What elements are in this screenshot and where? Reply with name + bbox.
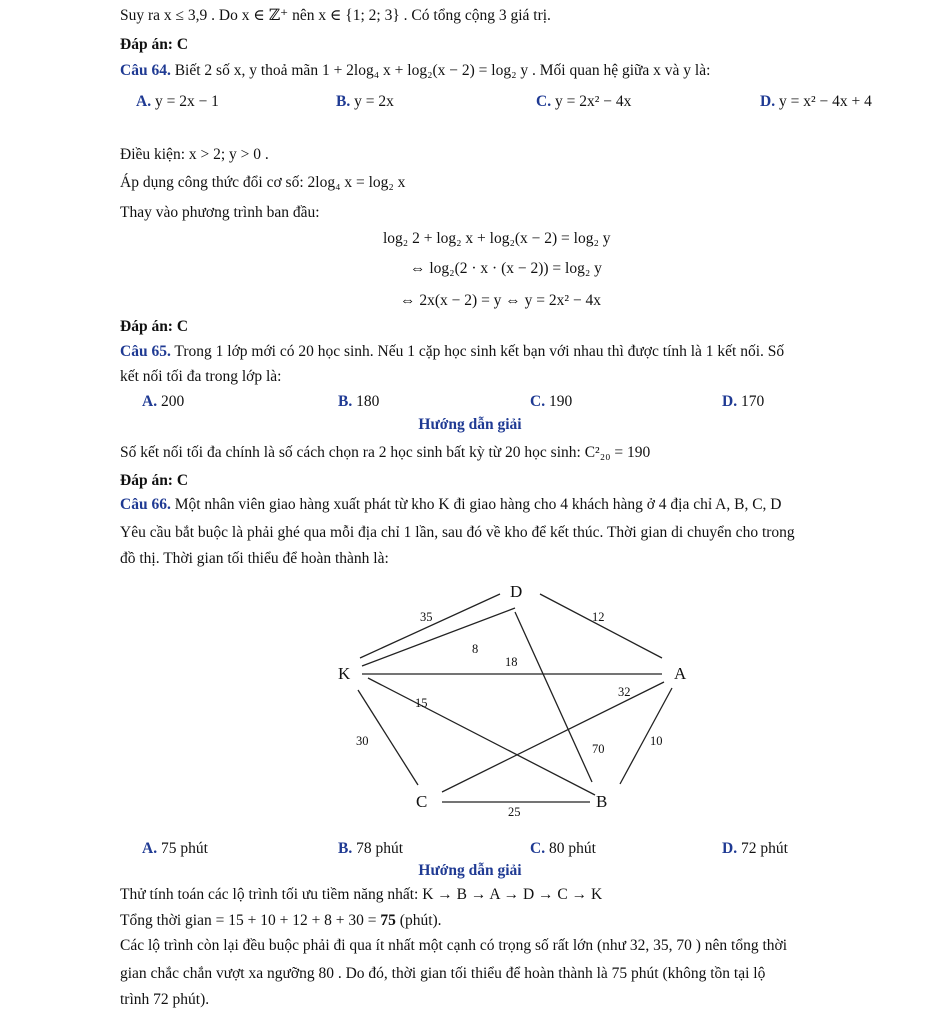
question-64 <box>120 62 710 81</box>
question-65-number: Câu 65. <box>120 343 171 360</box>
answer-label-1: Đáp án: C <box>120 36 189 53</box>
q66-option-c-text: 80 phút <box>545 840 596 857</box>
q66-option-d-text: 72 phút <box>737 840 788 857</box>
q65-option-a-text: 200 <box>157 393 185 410</box>
q64-option-d-text: y = x² − 4x + 4 <box>775 93 872 110</box>
weight-c-b: 25 <box>508 805 521 819</box>
text-line-1: Suy ra x ≤ 3,9 . Do x ∈ ℤ⁺ nên x ∈ {1; 2; 3} . Có tổng cộng 3 giá trị. <box>120 7 551 24</box>
question-64-number: Câu 64. <box>120 62 171 79</box>
q66-option-d-key: D. <box>722 840 738 857</box>
answer-label-3: Đáp án: C <box>120 472 189 489</box>
q65-option-a-key: A. <box>142 393 158 410</box>
question-66-text-3: đồ thị. Thời gian tối thiểu để hoàn thành là: <box>120 550 389 567</box>
guide-heading-1: Hướng dẫn giải <box>418 416 522 433</box>
q65-option-c-text: 190 <box>545 393 573 410</box>
weight-k-c: 30 <box>356 734 369 748</box>
q65-option-d-key: D. <box>722 393 738 410</box>
edge-d-a <box>540 594 662 658</box>
solution-65: Số kết nối tối đa chính là số cách chọn ra 2 học sinh bất kỳ từ 20 học sinh: C²₂₀ = 190 <box>120 444 651 461</box>
q64-option-c-key: C. <box>536 93 552 110</box>
q64-option-c <box>536 93 631 111</box>
q66-option-a-key: A. <box>142 840 158 857</box>
q64-option-a <box>136 93 219 111</box>
q64-option-b-key: B. <box>336 93 351 110</box>
answer-label-2: Đáp án: C <box>120 318 189 335</box>
edge-c-a <box>442 682 664 792</box>
solution-66-line-4: gian chắc chắn vượt xa ngưỡng 80 . Do đó, thời gian tối thiểu để hoàn thành là 75 phút (không tồn tại lộ <box>120 965 766 982</box>
equation-3: ⇔ 2x(x − 2) = y ⇔ y = 2x² − 4x <box>400 292 602 309</box>
solution-66-total-unit: (phút). <box>395 912 442 929</box>
weight-d-a: 12 <box>592 610 605 624</box>
q64-option-d-key: D. <box>760 93 776 110</box>
equation-2: ⇔ log₂(2 · x · (x − 2)) = log₂ y <box>410 260 602 277</box>
solution-66-line-2 <box>120 912 442 931</box>
weight-a-b: 10 <box>650 734 663 748</box>
q66-option-b-key: B. <box>338 840 353 857</box>
q66-option-b <box>338 840 403 858</box>
node-c: C <box>416 792 428 811</box>
solution-66-total-text: Tổng thời gian = 15 + 10 + 12 + 8 + 30 = <box>120 912 381 929</box>
q65-option-d-text: 170 <box>737 393 765 410</box>
weight-k-a: 18 <box>505 655 518 669</box>
node-d: D <box>510 582 523 601</box>
q65-option-c-key: C. <box>530 393 546 410</box>
edge-k-d <box>360 594 500 658</box>
edge-a-b <box>620 688 672 784</box>
edge-k-b <box>368 678 595 795</box>
solution-66-total-value: 75 <box>380 912 396 929</box>
condition-line: Điều kiện: x > 2; y > 0 . <box>120 146 269 163</box>
question-66 <box>120 496 782 515</box>
q64-option-c-text: y = 2x² − 4x <box>551 93 632 110</box>
weight-k-b: 15 <box>415 696 428 710</box>
q65-option-b <box>338 393 379 411</box>
q65-option-c <box>530 393 572 411</box>
q66-option-c <box>530 840 596 858</box>
substitute-line: Thay vào phương trình ban đầu: <box>120 204 320 221</box>
question-66-number: Câu 66. <box>120 496 171 513</box>
route-graph <box>300 570 720 825</box>
question-66-text-2: Yêu cầu bắt buộc là phải ghé qua mỗi địa chỉ 1 lần, sau đó về kho để kết thúc. Thời gian di chuyển cho trong <box>120 524 795 541</box>
q65-option-b-text: 180 <box>352 393 380 410</box>
q64-option-d <box>760 93 872 111</box>
q64-option-b-text: y = 2x <box>350 93 394 110</box>
edge-d-k-inner <box>362 608 515 666</box>
weight-d-k-inner: 8 <box>472 642 479 656</box>
edge-d-b <box>515 612 592 782</box>
apply-line: Áp dụng công thức đổi cơ số: 2log₄ x = log₂ x <box>120 174 406 191</box>
q64-option-b <box>336 93 394 111</box>
solution-66-line-3: Các lộ trình còn lại đều buộc phải đi qua ít nhất một cạnh có trọng số rất lớn (như 32, 35, 70 ) nên tổng thời <box>120 937 788 954</box>
node-a: A <box>674 664 687 683</box>
question-65-text-2: kết nối tối đa trong lớp là: <box>120 368 282 385</box>
q66-option-c-key: C. <box>530 840 546 857</box>
question-66-text: Một nhân viên giao hàng xuất phát từ kho K đi giao hàng cho 4 khách hàng ở 4 địa chỉ A, B, C, D <box>170 496 782 513</box>
weight-d-b: 70 <box>592 742 605 756</box>
q66-option-a <box>142 840 208 858</box>
q64-option-a-key: A. <box>136 93 152 110</box>
question-65-text: Trong 1 lớp mới có 20 học sinh. Nếu 1 cặp học sinh kết bạn với nhau thì được tính là 1 kết nối. Số <box>170 343 785 360</box>
weight-k-d: 35 <box>420 610 433 624</box>
q64-option-a-text: y = 2x − 1 <box>151 93 219 110</box>
solution-66-line-5: trình 72 phút). <box>120 991 210 1008</box>
guide-heading-2: Hướng dẫn giải <box>418 862 522 879</box>
q65-option-d <box>722 393 764 411</box>
equation-1: log₂ 2 + log₂ x + log₂(x − 2) = log₂ y <box>383 230 611 247</box>
q65-option-b-key: B. <box>338 393 353 410</box>
node-k: K <box>338 664 351 683</box>
q66-option-b-text: 78 phút <box>352 840 404 857</box>
q66-option-d <box>722 840 788 858</box>
solution-66-line-1: Thử tính toán các lộ trình tối ưu tiềm năng nhất: K → B → A → D → C → K <box>120 886 603 903</box>
question-65 <box>120 343 784 362</box>
q66-option-a-text: 75 phút <box>157 840 208 857</box>
question-64-text: Biết 2 số x, y thoả mãn 1 + 2log₄ x + log₂(x − 2) = log₂ y . Mối quan hệ giữa x và y là: <box>170 62 711 79</box>
node-b: B <box>596 792 608 811</box>
q65-option-a <box>142 393 184 411</box>
weight-c-a: 32 <box>618 685 631 699</box>
